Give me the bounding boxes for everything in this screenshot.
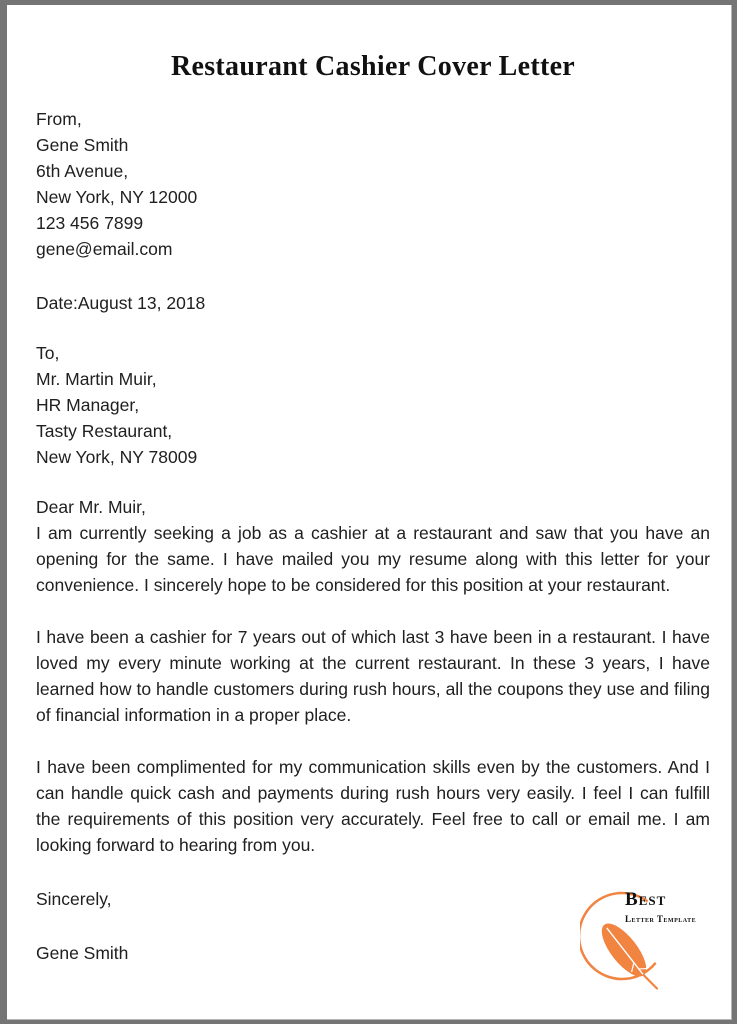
sender-email: gene@email.com <box>36 239 173 259</box>
recipient-label: To, <box>36 343 60 363</box>
salutation: Dear Mr. Muir, <box>36 497 146 517</box>
letter-title: Restaurant Cashier Cover Letter <box>170 51 576 82</box>
brand-tagline: Letter Template <box>625 914 697 924</box>
letter-body <box>36 494 710 598</box>
recipient-name: Mr. Martin Muir, <box>36 369 157 389</box>
closing: Sincerely, <box>36 889 112 909</box>
sender-block <box>36 106 710 262</box>
body-paragraph: I have been complimented for my communication skills even by the customers. And I can handle quick cash and payments during rush hours very easily. I feel I can fulfill the requirements of this position very accurately. Feel free to call or email me. I am looking forward to hearing from you. <box>36 757 710 855</box>
body-paragraph: I have been a cashier for 7 years out of which last 3 have been in a restaurant. I have loved my every minute working at the current restaurant. In these 3 years, I have learned how to handle customers during rush hours, all the coupons they use and filing of financial information in a proper place. <box>36 627 710 725</box>
sender-label: From, <box>36 109 82 129</box>
sender-city: New York, NY 12000 <box>36 187 198 207</box>
sender-street: 6th Avenue, <box>36 161 129 181</box>
recipient-block <box>36 340 710 470</box>
signature: Gene Smith <box>36 943 129 963</box>
recipient-company: Tasty Restaurant, <box>36 421 173 441</box>
brand-logo <box>580 884 702 994</box>
recipient-city: New York, NY 78009 <box>36 447 198 467</box>
sender-phone: 123 456 7899 <box>36 213 144 233</box>
body-paragraph: I am currently seeking a job as a cashier at a restaurant and saw that you have an opening for the same. I have mailed you my resume along with this letter for your convenience. I sincerely hope to be considered for this position at your restaurant. <box>36 523 710 595</box>
brand-name: Best <box>625 889 667 910</box>
recipient-title: HR Manager, <box>36 395 140 415</box>
sender-name: Gene Smith <box>36 135 129 155</box>
date-line: Date:August 13, 2018 <box>36 293 206 313</box>
